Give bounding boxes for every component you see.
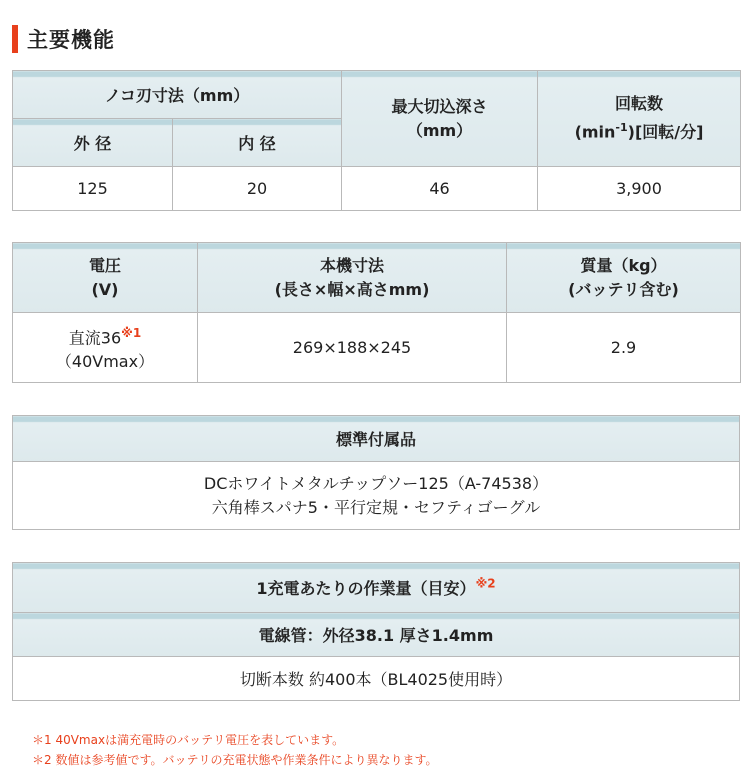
blade-size-header: ノコ刃寸法（mm） [13,71,342,119]
dimensions-header-line1: 本機寸法 [319,255,384,275]
mass-value: 2.9 [507,313,741,383]
rpm-unit-sup: -1 [615,121,628,135]
footnote-2: ＊2 数値は参考値です。バッテリの充電状態や作業条件により異なります。 [32,753,438,767]
spec-table-blade [12,70,741,211]
mass-header-line1: 質量（kg） [580,255,667,275]
voltage-value-line1 [13,321,197,350]
work-capacity-table [12,562,740,701]
title-accent-bar [12,25,18,53]
rpm-value: 3,900 [538,167,741,211]
footnote-1: ＊1 40Vmaxは満充電時のバッテリ電圧を表しています。 [32,733,345,747]
cut-depth-header-line2: （mm） [406,120,473,140]
accessories-header: 標準付属品 [13,416,740,462]
inner-diameter-value: 20 [173,167,342,211]
outer-diameter-value: 125 [13,167,173,211]
mass-header [507,243,741,313]
accessories-line1: DCホワイトメタルチップソー125（A-74538） [203,473,549,493]
voltage-header-line2: (V) [91,279,119,299]
section-title [12,24,115,54]
accessories-table [12,415,740,530]
inner-diameter-header: 内 径 [173,119,342,167]
work-capacity-value: 切断本数 約400本（BL4025使用時） [13,657,740,701]
spec-table-body [12,242,741,383]
cut-depth-header-line1: 最大切込深さ [391,96,488,116]
rpm-header [538,71,741,167]
voltage-value [13,313,198,383]
accessories-line2: 六角棒スパナ5・平行定規・セフティゴーグル [211,497,541,517]
voltage-value-line2: （40Vmax） [55,352,155,372]
voltage-value-text: 直流36 [68,328,122,348]
section-title-text: 主要機能 [27,28,115,52]
dimensions-value: 269×188×245 [198,313,507,383]
dimensions-header-line2: (長さ×幅×高さmm) [274,279,430,299]
rpm-header-line2 [538,116,740,144]
outer-diameter-header: 外 径 [13,119,173,167]
mass-header-line2: (バッテリ含む) [568,279,679,299]
dimensions-header [198,243,507,313]
footnotes [32,730,438,770]
cut-depth-value: 46 [342,167,538,211]
voltage-header-line1: 電圧 [88,255,121,275]
work-capacity-subheader: 電線管：外径38.1 厚さ1.4mm [13,613,740,657]
rpm-unit-suffix: )[回転/分] [627,122,704,142]
note-mark-2: ※2 [475,576,496,591]
work-capacity-header [13,563,740,613]
work-capacity-header-text: 1充電あたりの作業量（目安） [256,579,476,598]
voltage-header [13,243,198,313]
cut-depth-header [342,71,538,167]
rpm-header-line1: 回転数 [615,94,664,114]
accessories-value [13,462,740,530]
rpm-unit-prefix: (min [574,122,616,142]
note-mark-1: ※1 [121,325,142,340]
